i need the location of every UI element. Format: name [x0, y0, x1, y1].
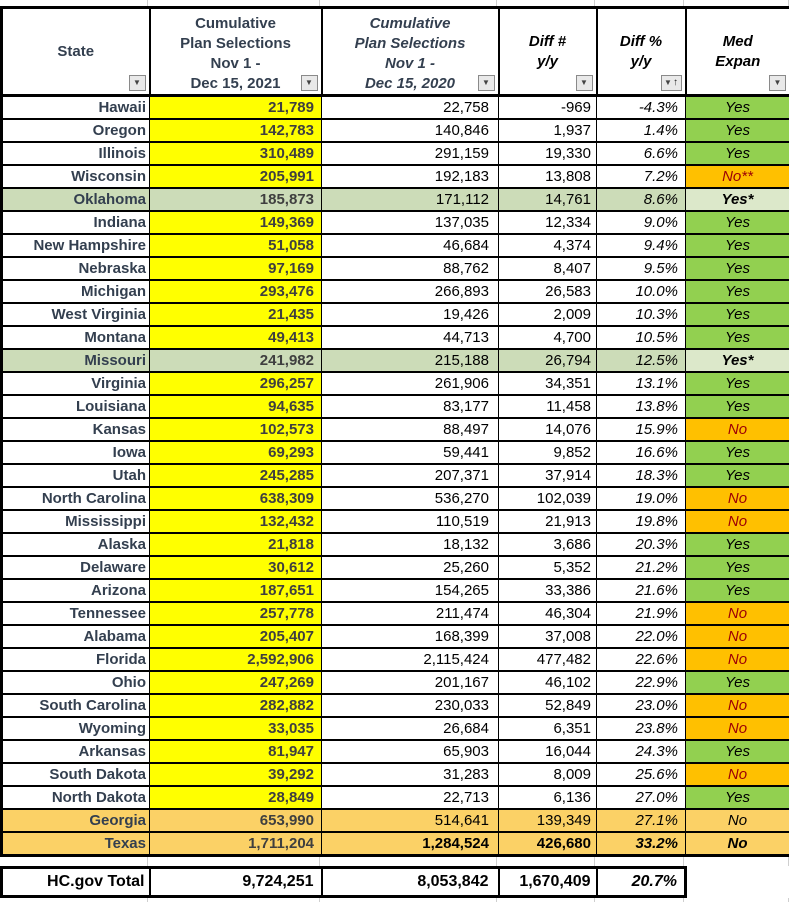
column-header-plan-selections-2020	[322, 8, 499, 96]
cell-state[interactable]: Tennessee	[2, 602, 150, 625]
cell-diff-percent[interactable]: 22.9%	[597, 671, 686, 694]
header-label: State	[57, 42, 94, 62]
cell-med-expan[interactable]: No	[686, 832, 789, 856]
cell-diff-percent[interactable]: 33.2%	[597, 832, 686, 856]
cell-med-expan[interactable]: No	[686, 487, 789, 510]
filter-button-plan-selections-2021[interactable]	[301, 75, 318, 91]
cell-plan-selections-2020[interactable]: 2,115,424	[322, 648, 499, 671]
cell-plan-selections-2021[interactable]: 247,269	[150, 671, 322, 694]
table-row	[2, 395, 789, 418]
filter-dropdown-icon: ▼	[482, 79, 490, 87]
cell-med-expan[interactable]: No	[686, 717, 789, 740]
cell-state[interactable]: Wisconsin	[2, 165, 150, 188]
cell-med-expan[interactable]: Yes*	[686, 349, 789, 372]
cell-med-expan[interactable]: Yes	[686, 740, 789, 763]
cell-plan-selections-2020[interactable]: 137,035	[322, 211, 499, 234]
total-label[interactable]: HC.gov Total	[2, 868, 150, 897]
cell-plan-selections-2021[interactable]: 21,818	[150, 533, 322, 556]
filter-button-state[interactable]	[129, 75, 146, 91]
cell-med-expan[interactable]: No	[686, 694, 789, 717]
cell-med-expan[interactable]: Yes	[686, 303, 789, 326]
cell-med-expan[interactable]: No	[686, 763, 789, 786]
cell-diff-number[interactable]: 19,330	[499, 142, 597, 165]
gridline-strip-top	[0, 0, 789, 6]
cell-med-expan[interactable]: Yes	[686, 372, 789, 395]
table-row	[2, 464, 789, 487]
cell-plan-selections-2021[interactable]: 132,432	[150, 510, 322, 533]
cell-diff-number[interactable]: 46,304	[499, 602, 597, 625]
cell-state[interactable]: Nebraska	[2, 257, 150, 280]
cell-state[interactable]: Ohio	[2, 671, 150, 694]
cell-plan-selections-2021[interactable]: 49,413	[150, 326, 322, 349]
cell-plan-selections-2020[interactable]: 110,519	[322, 510, 499, 533]
cell-med-expan[interactable]: Yes	[686, 119, 789, 142]
cell-plan-selections-2020[interactable]: 1,284,524	[322, 832, 499, 856]
cell-plan-selections-2020[interactable]: 83,177	[322, 395, 499, 418]
cell-plan-selections-2020[interactable]: 25,260	[322, 556, 499, 579]
column-header-med-expan	[686, 8, 789, 96]
cell-plan-selections-2020[interactable]: 201,167	[322, 671, 499, 694]
cell-plan-selections-2020[interactable]: 88,762	[322, 257, 499, 280]
table-row	[2, 142, 789, 165]
table-row	[2, 119, 789, 142]
cell-diff-number[interactable]: 8,407	[499, 257, 597, 280]
cell-plan-selections-2021[interactable]: 638,309	[150, 487, 322, 510]
cell-plan-selections-2020[interactable]: 215,188	[322, 349, 499, 372]
table-row	[2, 165, 789, 188]
cell-diff-number[interactable]: 14,076	[499, 418, 597, 441]
cell-state[interactable]: Oklahoma	[2, 188, 150, 211]
cell-diff-number[interactable]: 1,937	[499, 119, 597, 142]
cell-plan-selections-2020[interactable]: 207,371	[322, 464, 499, 487]
cell-state[interactable]: Alaska	[2, 533, 150, 556]
cell-diff-percent[interactable]: 21.2%	[597, 556, 686, 579]
cell-diff-percent[interactable]: 13.1%	[597, 372, 686, 395]
cell-diff-number[interactable]: 37,914	[499, 464, 597, 487]
cell-plan-selections-2021[interactable]: 39,292	[150, 763, 322, 786]
cell-diff-number[interactable]: 13,808	[499, 165, 597, 188]
cell-plan-selections-2021[interactable]: 21,435	[150, 303, 322, 326]
cell-diff-percent[interactable]: 9.5%	[597, 257, 686, 280]
cell-diff-percent[interactable]: 10.3%	[597, 303, 686, 326]
header-label: y/y	[537, 52, 558, 72]
cell-plan-selections-2020[interactable]: 211,474	[322, 602, 499, 625]
total-diff-percent[interactable]: 20.7%	[597, 868, 686, 897]
cell-plan-selections-2020[interactable]: 88,497	[322, 418, 499, 441]
cell-plan-selections-2021[interactable]: 205,407	[150, 625, 322, 648]
table-row	[2, 648, 789, 671]
header-label: Nov 1 -	[385, 54, 435, 74]
cell-diff-number[interactable]: 477,482	[499, 648, 597, 671]
table-row	[2, 832, 789, 856]
gridline-segment	[684, 0, 789, 6]
cell-state[interactable]: Arizona	[2, 579, 150, 602]
cell-state[interactable]: Wyoming	[2, 717, 150, 740]
cell-state[interactable]: Mississippi	[2, 510, 150, 533]
cell-med-expan[interactable]: Yes	[686, 96, 789, 120]
cell-med-expan[interactable]: Yes	[686, 786, 789, 809]
cell-med-expan[interactable]: Yes	[686, 579, 789, 602]
cell-plan-selections-2020[interactable]: 22,758	[322, 96, 499, 120]
gridline-segment	[148, 857, 320, 866]
cell-diff-number[interactable]: 5,352	[499, 556, 597, 579]
cell-med-expan[interactable]: Yes	[686, 395, 789, 418]
cell-plan-selections-2020[interactable]: 168,399	[322, 625, 499, 648]
cell-state[interactable]: Delaware	[2, 556, 150, 579]
cell-plan-selections-2020[interactable]: 171,112	[322, 188, 499, 211]
cell-diff-number[interactable]: 6,136	[499, 786, 597, 809]
cell-diff-number[interactable]: 11,458	[499, 395, 597, 418]
cell-diff-number[interactable]: 9,852	[499, 441, 597, 464]
cell-plan-selections-2021[interactable]: 187,651	[150, 579, 322, 602]
cell-plan-selections-2020[interactable]: 154,265	[322, 579, 499, 602]
gridline-segment	[684, 898, 789, 902]
header-label: Med	[723, 32, 753, 52]
cell-plan-selections-2020[interactable]: 46,684	[322, 234, 499, 257]
filter-dropdown-icon: ▼	[305, 79, 313, 87]
cell-med-expan[interactable]: Yes	[686, 556, 789, 579]
cell-plan-selections-2020[interactable]: 230,033	[322, 694, 499, 717]
table-row	[2, 533, 789, 556]
plan-selections-table	[0, 6, 789, 857]
cell-med-expan[interactable]: Yes	[686, 441, 789, 464]
table-row	[2, 349, 789, 372]
header-row	[2, 8, 789, 96]
cell-diff-percent[interactable]: 9.0%	[597, 211, 686, 234]
table-row	[2, 257, 789, 280]
cell-plan-selections-2021[interactable]: 293,476	[150, 280, 322, 303]
cell-med-expan[interactable]: Yes	[686, 326, 789, 349]
cell-diff-percent[interactable]: 9.4%	[597, 234, 686, 257]
gridline-segment	[684, 857, 789, 866]
total-row	[2, 868, 686, 897]
cell-plan-selections-2021[interactable]: 149,369	[150, 211, 322, 234]
cell-diff-percent[interactable]: 15.9%	[597, 418, 686, 441]
gridline-segment	[320, 898, 497, 902]
gridline-segment	[595, 857, 684, 866]
filter-button-diff-percent-sorted[interactable]	[661, 75, 682, 91]
cell-state[interactable]: Kansas	[2, 418, 150, 441]
cell-diff-percent[interactable]: 6.6%	[597, 142, 686, 165]
cell-diff-number[interactable]: 2,009	[499, 303, 597, 326]
cell-med-expan[interactable]: No	[686, 418, 789, 441]
cell-med-expan[interactable]: Yes	[686, 671, 789, 694]
cell-state[interactable]: Hawaii	[2, 96, 150, 120]
cell-state[interactable]: North Carolina	[2, 487, 150, 510]
table-row	[2, 372, 789, 395]
cell-plan-selections-2021[interactable]: 1,711,204	[150, 832, 322, 856]
cell-diff-number[interactable]: 26,583	[499, 280, 597, 303]
cell-state[interactable]: South Carolina	[2, 694, 150, 717]
cell-diff-percent[interactable]: 25.6%	[597, 763, 686, 786]
cell-plan-selections-2021[interactable]: 33,035	[150, 717, 322, 740]
table-row	[2, 510, 789, 533]
cell-plan-selections-2021[interactable]: 51,058	[150, 234, 322, 257]
cell-plan-selections-2021[interactable]: 257,778	[150, 602, 322, 625]
cell-med-expan[interactable]: No	[686, 648, 789, 671]
table-row	[2, 602, 789, 625]
cell-plan-selections-2021[interactable]: 245,285	[150, 464, 322, 487]
table-row	[2, 717, 789, 740]
cell-diff-number[interactable]: 26,794	[499, 349, 597, 372]
cell-med-expan[interactable]: No	[686, 625, 789, 648]
column-header-state	[2, 8, 150, 96]
cell-med-expan[interactable]: Yes	[686, 464, 789, 487]
cell-diff-percent[interactable]: 27.1%	[597, 809, 686, 832]
cell-diff-percent[interactable]: 19.8%	[597, 510, 686, 533]
gridline-segment	[0, 0, 148, 6]
gridline-segment	[497, 857, 595, 866]
cell-plan-selections-2020[interactable]: 18,132	[322, 533, 499, 556]
cell-plan-selections-2021[interactable]: 241,982	[150, 349, 322, 372]
cell-state[interactable]: Indiana	[2, 211, 150, 234]
table-row	[2, 579, 789, 602]
cell-state[interactable]: West Virginia	[2, 303, 150, 326]
cell-diff-number[interactable]: 4,700	[499, 326, 597, 349]
cell-diff-percent[interactable]: -4.3%	[597, 96, 686, 120]
cell-plan-selections-2021[interactable]: 81,947	[150, 740, 322, 763]
cell-med-expan[interactable]: No	[686, 809, 789, 832]
cell-diff-percent[interactable]: 10.0%	[597, 280, 686, 303]
cell-plan-selections-2020[interactable]: 261,906	[322, 372, 499, 395]
cell-diff-number[interactable]: 139,349	[499, 809, 597, 832]
table-row	[2, 740, 789, 763]
header-label: Expan	[715, 52, 760, 72]
cell-state[interactable]: Virginia	[2, 372, 150, 395]
gridline-segment	[320, 0, 497, 6]
sort-ascending-icon: ↑	[673, 78, 678, 88]
cell-med-expan[interactable]: No	[686, 510, 789, 533]
header-label: y/y	[631, 52, 652, 72]
cell-state[interactable]: Illinois	[2, 142, 150, 165]
cell-diff-number[interactable]: -969	[499, 96, 597, 120]
header-label: Dec 15, 2020	[365, 74, 455, 94]
cell-diff-number[interactable]: 4,374	[499, 234, 597, 257]
cell-med-expan[interactable]: Yes	[686, 257, 789, 280]
cell-plan-selections-2020[interactable]: 536,270	[322, 487, 499, 510]
table-row	[2, 441, 789, 464]
cell-plan-selections-2021[interactable]: 310,489	[150, 142, 322, 165]
filter-dropdown-icon: ▼	[664, 79, 672, 87]
cell-diff-number[interactable]: 16,044	[499, 740, 597, 763]
cell-diff-percent[interactable]: 23.8%	[597, 717, 686, 740]
cell-diff-percent[interactable]: 18.3%	[597, 464, 686, 487]
cell-plan-selections-2021[interactable]: 282,882	[150, 694, 322, 717]
table-row	[2, 786, 789, 809]
cell-diff-percent[interactable]: 20.3%	[597, 533, 686, 556]
cell-med-expan[interactable]: Yes	[686, 280, 789, 303]
header-label: Nov 1 -	[210, 54, 260, 74]
cell-plan-selections-2021[interactable]: 102,573	[150, 418, 322, 441]
gridline-segment	[497, 898, 595, 902]
filter-button-med-expan[interactable]	[769, 75, 786, 91]
cell-plan-selections-2020[interactable]: 65,903	[322, 740, 499, 763]
gridline-segment	[497, 0, 595, 6]
cell-diff-percent[interactable]: 22.0%	[597, 625, 686, 648]
cell-plan-selections-2021[interactable]: 142,783	[150, 119, 322, 142]
column-header-diff-number	[499, 8, 597, 96]
cell-diff-percent[interactable]: 21.6%	[597, 579, 686, 602]
cell-diff-percent[interactable]: 10.5%	[597, 326, 686, 349]
cell-plan-selections-2020[interactable]: 26,684	[322, 717, 499, 740]
total-plan-selections-2020[interactable]: 8,053,842	[322, 868, 499, 897]
table-row	[2, 188, 789, 211]
gridline-segment	[595, 898, 684, 902]
table-row	[2, 234, 789, 257]
cell-plan-selections-2020[interactable]: 291,159	[322, 142, 499, 165]
cell-diff-percent[interactable]: 23.0%	[597, 694, 686, 717]
gridline-strip-bottom	[0, 898, 789, 902]
table-row	[2, 96, 789, 120]
table-row	[2, 763, 789, 786]
column-header-plan-selections-2021	[150, 8, 322, 96]
total-diff-number[interactable]: 1,670,409	[499, 868, 597, 897]
cell-diff-number[interactable]: 34,351	[499, 372, 597, 395]
cell-state[interactable]: Utah	[2, 464, 150, 487]
cell-diff-number[interactable]: 14,761	[499, 188, 597, 211]
cell-diff-percent[interactable]: 24.3%	[597, 740, 686, 763]
cell-plan-selections-2021[interactable]: 28,849	[150, 786, 322, 809]
cell-plan-selections-2021[interactable]: 185,873	[150, 188, 322, 211]
header-label: Diff %	[620, 32, 662, 52]
cell-state[interactable]: Oregon	[2, 119, 150, 142]
cell-plan-selections-2020[interactable]: 22,713	[322, 786, 499, 809]
gridline-segment	[0, 857, 148, 866]
cell-diff-percent[interactable]: 7.2%	[597, 165, 686, 188]
cell-state[interactable]: North Dakota	[2, 786, 150, 809]
gridline-segment	[148, 0, 320, 6]
header-label: Plan Selections	[355, 34, 466, 54]
cell-plan-selections-2021[interactable]: 205,991	[150, 165, 322, 188]
cell-plan-selections-2020[interactable]: 31,283	[322, 763, 499, 786]
gridline-segment	[0, 898, 148, 902]
cell-diff-number[interactable]: 3,686	[499, 533, 597, 556]
cell-diff-number[interactable]: 52,849	[499, 694, 597, 717]
total-row-table	[0, 866, 687, 898]
cell-plan-selections-2021[interactable]: 94,635	[150, 395, 322, 418]
filter-button-diff-number[interactable]	[576, 75, 593, 91]
cell-plan-selections-2021[interactable]: 21,789	[150, 96, 322, 120]
gridline-segment	[148, 898, 320, 902]
cell-plan-selections-2020[interactable]: 19,426	[322, 303, 499, 326]
filter-button-plan-selections-2020[interactable]	[478, 75, 495, 91]
cell-plan-selections-2020[interactable]: 192,183	[322, 165, 499, 188]
cell-plan-selections-2021[interactable]: 296,257	[150, 372, 322, 395]
table-body	[2, 96, 789, 856]
table-row	[2, 280, 789, 303]
gridline-strip-middle	[0, 857, 789, 866]
table-row	[2, 326, 789, 349]
table-row	[2, 809, 789, 832]
cell-diff-percent[interactable]: 21.9%	[597, 602, 686, 625]
table-row	[2, 671, 789, 694]
cell-diff-percent[interactable]: 22.6%	[597, 648, 686, 671]
cell-plan-selections-2021[interactable]: 69,293	[150, 441, 322, 464]
cell-state[interactable]: Iowa	[2, 441, 150, 464]
cell-state[interactable]: New Hampshire	[2, 234, 150, 257]
table-row	[2, 625, 789, 648]
cell-med-expan[interactable]: Yes	[686, 142, 789, 165]
table-row	[2, 556, 789, 579]
cell-state[interactable]: Florida	[2, 648, 150, 671]
table-row	[2, 694, 789, 717]
cell-state[interactable]: Texas	[2, 832, 150, 856]
cell-state[interactable]: Michigan	[2, 280, 150, 303]
gridline-segment	[320, 857, 497, 866]
cell-diff-number[interactable]: 426,680	[499, 832, 597, 856]
cell-diff-percent[interactable]: 1.4%	[597, 119, 686, 142]
cell-diff-percent[interactable]: 8.6%	[597, 188, 686, 211]
cell-state[interactable]: Louisiana	[2, 395, 150, 418]
cell-plan-selections-2020[interactable]: 514,641	[322, 809, 499, 832]
cell-plan-selections-2021[interactable]: 30,612	[150, 556, 322, 579]
gridline-segment	[595, 0, 684, 6]
cell-med-expan[interactable]: Yes	[686, 234, 789, 257]
total-plan-selections-2021[interactable]: 9,724,251	[150, 868, 322, 897]
cell-diff-percent[interactable]: 13.8%	[597, 395, 686, 418]
cell-diff-number[interactable]: 102,039	[499, 487, 597, 510]
cell-diff-percent[interactable]: 12.5%	[597, 349, 686, 372]
cell-diff-percent[interactable]: 16.6%	[597, 441, 686, 464]
cell-state[interactable]: Georgia	[2, 809, 150, 832]
cell-state[interactable]: Alabama	[2, 625, 150, 648]
cell-med-expan[interactable]: Yes	[686, 533, 789, 556]
header-label: Cumulative	[370, 14, 451, 34]
cell-plan-selections-2020[interactable]: 59,441	[322, 441, 499, 464]
cell-diff-number[interactable]: 6,351	[499, 717, 597, 740]
cell-med-expan[interactable]: Yes*	[686, 188, 789, 211]
cell-med-expan[interactable]: Yes	[686, 211, 789, 234]
table-row	[2, 487, 789, 510]
cell-diff-percent[interactable]: 27.0%	[597, 786, 686, 809]
column-header-diff-percent	[597, 8, 686, 96]
cell-plan-selections-2020[interactable]: 44,713	[322, 326, 499, 349]
cell-diff-number[interactable]: 8,009	[499, 763, 597, 786]
cell-state[interactable]: South Dakota	[2, 763, 150, 786]
cell-plan-selections-2021[interactable]: 2,592,906	[150, 648, 322, 671]
table-row	[2, 418, 789, 441]
cell-diff-number[interactable]: 21,913	[499, 510, 597, 533]
cell-state[interactable]: Montana	[2, 326, 150, 349]
header-label: Diff #	[529, 32, 566, 52]
header-label: Plan Selections	[180, 34, 291, 54]
cell-plan-selections-2020[interactable]: 266,893	[322, 280, 499, 303]
cell-diff-number[interactable]: 12,334	[499, 211, 597, 234]
cell-state[interactable]: Missouri	[2, 349, 150, 372]
table-row	[2, 303, 789, 326]
table-row	[2, 211, 789, 234]
cell-med-expan[interactable]: No**	[686, 165, 789, 188]
header-label: Dec 15, 2021	[190, 74, 280, 94]
cell-med-expan[interactable]: No	[686, 602, 789, 625]
header-label: Cumulative	[195, 14, 276, 34]
cell-diff-number[interactable]: 46,102	[499, 671, 597, 694]
filter-dropdown-icon: ▼	[580, 79, 588, 87]
cell-plan-selections-2021[interactable]: 97,169	[150, 257, 322, 280]
cell-diff-number[interactable]: 33,386	[499, 579, 597, 602]
filter-dropdown-icon: ▼	[133, 79, 141, 87]
filter-dropdown-icon: ▼	[774, 79, 782, 87]
cell-plan-selections-2020[interactable]: 140,846	[322, 119, 499, 142]
cell-plan-selections-2021[interactable]: 653,990	[150, 809, 322, 832]
cell-diff-number[interactable]: 37,008	[499, 625, 597, 648]
cell-state[interactable]: Arkansas	[2, 740, 150, 763]
cell-diff-percent[interactable]: 19.0%	[597, 487, 686, 510]
